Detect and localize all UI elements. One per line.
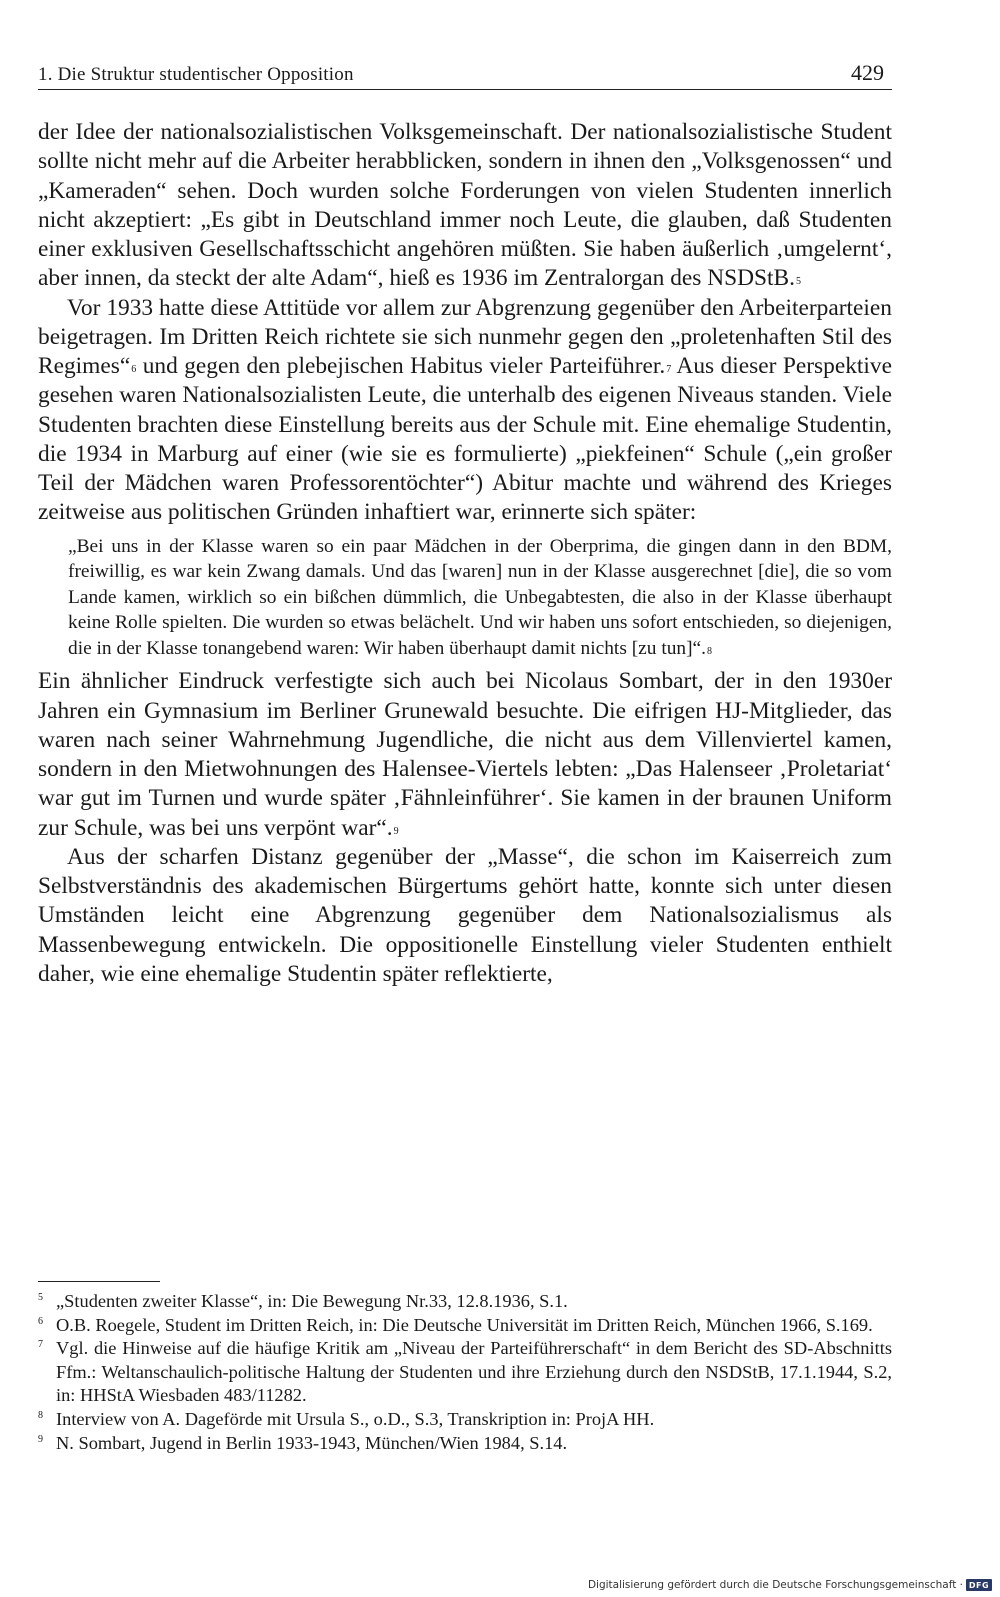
- footnote-7: [38, 1337, 892, 1408]
- footnote-ref-8[interactable]: 8: [707, 645, 713, 657]
- paragraph-2: Vor 1933 hatte diese Attitüde vor allem zur Abgrenzung gegenüber den Arbeiterparteien beigetragen. Im Dritten Reich richtete sie sich nunmehr gegen den „proletenhaften Stil des Regimes“$^6$ und gegen den plebejischen Habitus vieler Parteiführer.$^7$ Aus dieser Perspektive gesehen waren Nationalsozialisten Leute, die unterhalb des eigenen Niveaus standen. Viele Studenten brachten diese Einstellung bereits aus der Schule mit. Eine ehemalige Studentin, die 1934 in Marburg auf einer (wie sie es formulierte) „piekfeinen“ Schule („ein großer Teil der Mädchen waren Professorentöchter“) Abitur machte und während des Krieges zeitweise aus politischen Gründen inhaftiert war, erinnerte sich später:: [38, 294, 892, 526]
- paragraph-3: Ein ähnlicher Eindruck verfestigte sich auch bei Nicolaus Sombart, der in den 1930er Jahren ein Gymnasium im Berliner Grunewald besuchte. Die eifrigen HJ-Mitglieder, das waren nach seiner Wahrnehmung Jugendliche, die nicht aus dem Villenviertel kamen, sondern in den Mietwohnungen des Halensee-Viertels lebten: „Das Halenseer ‚Proletariat‘ war gut im Turnen und wurde später ‚Fähnleinführer‘. Sie kamen in der braunen Uniform zur Schule, was bei uns verpönt war“.$^9$: [38, 668, 892, 841]
- footnote-text: Vgl. die Hinweise auf die häufige Kritik am „Niveau der Parteiführerschaft“ in dem Bericht des SD-Abschnitts Ffm.: Weltanschaulich-politische Haltung der Studenten und ihre Erziehung durch den NSDStB, 17.1.1944, S.2, in: HHStA Wiesbaden 483/11282.: [56, 1338, 892, 1406]
- page-number: 429: [851, 60, 884, 85]
- footnote-ref-5[interactable]: 5: [795, 276, 801, 288]
- footnote-text: Interview von A. Dageförde mit Ursula S., o.D., S.3, Transkription in: ProjA HH.: [56, 1408, 655, 1429]
- paragraph-1: der Idee der nationalsozialistischen Volksgemeinschaft. Der nationalsozialistische Student sollte nicht mehr auf die Arbeiter herabblicken, sondern in ihnen den „Volksgenossen“ und „Kameraden“ sehen. Doch wurden solche Forderungen von vielen Studenten innerlich nicht akzeptiert: „Es gibt in Deutschland immer noch Leute, die glauben, daß Studenten einer exklusiven Gesellschaftsschicht angehören müßten. Sie haben äußerlich ‚umgelernt‘, aber innen, da steckt der alte Adam“, hieß es 1936 im Zentralorgan des NSDStB.$^5$: [38, 119, 892, 292]
- footnote-text: O.B. Roegele, Student im Dritten Reich, in: Die Deutsche Universität im Dritten Reich, München 1966, S.169.: [56, 1314, 873, 1335]
- footnote-number: 9: [38, 1433, 43, 1445]
- footnote-number: 6: [38, 1315, 43, 1327]
- main-text: [38, 118, 892, 989]
- footnote-ref-7[interactable]: 7: [666, 364, 672, 375]
- footnote-text: „Studenten zweiter Klasse“, in: Die Bewegung Nr.33, 12.8.1936, S.1.: [56, 1291, 568, 1311]
- running-title: 1. Die Struktur studentischer Opposition: [38, 64, 354, 85]
- footnotes: [38, 1290, 892, 1455]
- credit-text: Digitalisierung gefördert durch die Deutsche Forschungsgemeinschaft ·: [587, 1579, 963, 1591]
- footnote-number: 7: [38, 1339, 43, 1351]
- footnote-5: [38, 1290, 892, 1314]
- footnote-number: 5: [38, 1292, 43, 1303]
- footnote-9: [38, 1432, 892, 1456]
- footnote-ref-9[interactable]: 9: [393, 825, 399, 837]
- footnote-divider: [38, 1281, 160, 1282]
- running-header: [38, 60, 892, 90]
- digitization-credit: [588, 1579, 992, 1591]
- paragraph-4: Aus der scharfen Distanz gegenüber der „Masse“, die schon im Kaiserreich zum Selbstverständnis des akademischen Bürgertums gehört hatte, konnte sich unter diesen Umständen leicht eine Abgrenzung gegenüber dem Nationalsozialismus als Massenbewegung entwickeln. Die oppositionelle Einstellung vieler Studenten enthielt daher, wie eine ehemalige Studentin später reflektierte,: [38, 843, 892, 987]
- block-quote: „Bei uns in der Klasse waren so ein paar Mädchen in der Oberprima, die gingen dann in den BDM, freiwillig, es war kein Zwang damals. Und das [waren] nun in der Klasse ausgerechnet [die], die so vom Lande kamen, wirklich so ein bißchen dümmlich, die Unbegabtesten, die also in der Klasse überhaupt keine Rolle spielten. Die wurden so etwas belächelt. Und wir haben uns sofort entschieden, so diejenigen, die in der Klasse tonangebend waren: Wir haben überhaupt damit nichts [zu tun]“.$^8$: [68, 535, 892, 659]
- footnote-6: [38, 1314, 892, 1338]
- dfg-logo-icon: DFG: [966, 1579, 992, 1591]
- footnote-number: 8: [38, 1409, 43, 1421]
- footnote-ref-6[interactable]: 6: [131, 364, 137, 375]
- footnote-text: N. Sombart, Jugend in Berlin 1933-1943, München/Wien 1984, S.14.: [56, 1432, 568, 1453]
- footnote-8: [38, 1408, 892, 1432]
